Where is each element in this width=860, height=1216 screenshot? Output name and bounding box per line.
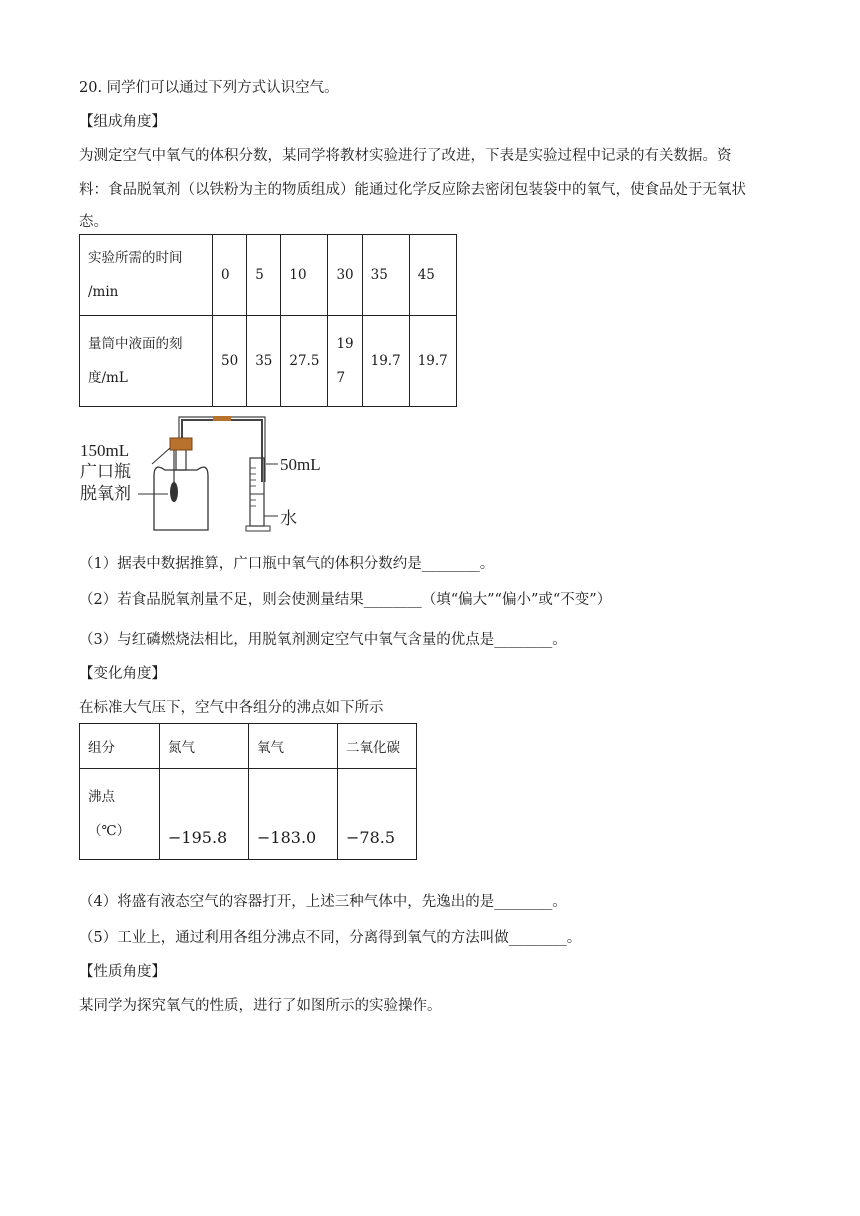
label-150ml: 150mL [80,441,130,460]
table-cell: 35 [247,316,281,407]
question-intro: 20. 同学们可以通过下列方式认识空气。 [79,80,339,96]
rubber-stopper [170,438,192,450]
table-header-cell: 氮气 [160,724,249,769]
section1-text-line3: 态。 [79,214,108,230]
table-cell: 0 [213,235,247,316]
table-cell-wrapped: 19 7 [328,316,362,407]
table-header-cell: 二氧化碳 [338,724,417,769]
sub-question-1: （1）据表中数据推算，广口瓶中氧气的体积分数约是________。 [79,556,495,572]
table-row [80,769,417,860]
table-header-cell: 实验所需的时间 /min [80,235,213,316]
sub-question-2: （2）若食品脱氧剂量不足，则会使测量结果________（填“偏大”“偏小”或“不变”） [79,592,612,608]
boiling-point-table [79,723,417,860]
table-cell: −78.5 [338,769,417,860]
table-cell: −195.8 [160,769,249,860]
section2-text: 在标准大气压下，空气中各组分的沸点如下所示 [79,700,384,716]
table-header-cell: 氧气 [249,724,338,769]
sub-question-5: （5）工业上，通过利用各组分沸点不同，分离得到氧气的方法叫做________。 [79,930,582,946]
apparatus-figure [78,412,338,537]
table-cell: 35 [362,235,409,316]
table-header-cell: 组分 [80,724,160,769]
section3-text: 某同学为探究氧气的性质，进行了如图所示的实验操作。 [79,998,442,1014]
label-water: 水 [280,509,297,528]
label-50ml: 50mL [280,455,321,474]
table-cell: 19.7 [409,316,456,407]
table-cell: 50 [213,316,247,407]
table-header-cell: 量筒中液面的刻 度/mL [80,316,213,407]
sub-question-3: （3）与红磷燃烧法相比，用脱氧剂测定空气中氧气含量的优点是________。 [79,632,567,648]
deoxidizer-packet [170,482,178,502]
experiment-data-table [79,234,457,407]
sub-question-4: （4）将盛有液态空气的容器打开，上述三种气体中，先逸出的是________。 [79,894,567,910]
table-row [80,235,457,316]
table-row [80,316,457,407]
table-cell: 5 [247,235,281,316]
wide-mouth-bottle [154,467,208,530]
label-deoxidizer: 脱氧剂 [80,484,131,503]
table-cell: −183.0 [249,769,338,860]
section-title-change: 【变化角度】 [79,666,166,682]
table-cell: 45 [409,235,456,316]
section-title-property: 【性质角度】 [79,964,166,980]
table-row [80,724,417,769]
table-header-cell: 沸点 （℃） [80,769,160,860]
table-cell: 27.5 [281,316,328,407]
section1-text-line1: 为测定空气中氧气的体积分数，某同学将教材实验进行了改进，下表是实验过程中记录的有关数据。资 [79,148,732,164]
label-bottle: 广口瓶 [80,462,131,481]
table-cell: 10 [281,235,328,316]
table-cell: 19.7 [362,316,409,407]
tube-connector [213,416,231,421]
section1-text-line2: 料：食品脱氧剂（以铁粉为主的物质组成）能通过化学反应除去密闭包装袋中的氧气，使食品处于无氧状 [79,182,746,198]
section-title-composition: 【组成角度】 [79,114,166,130]
table-cell: 30 [328,235,362,316]
